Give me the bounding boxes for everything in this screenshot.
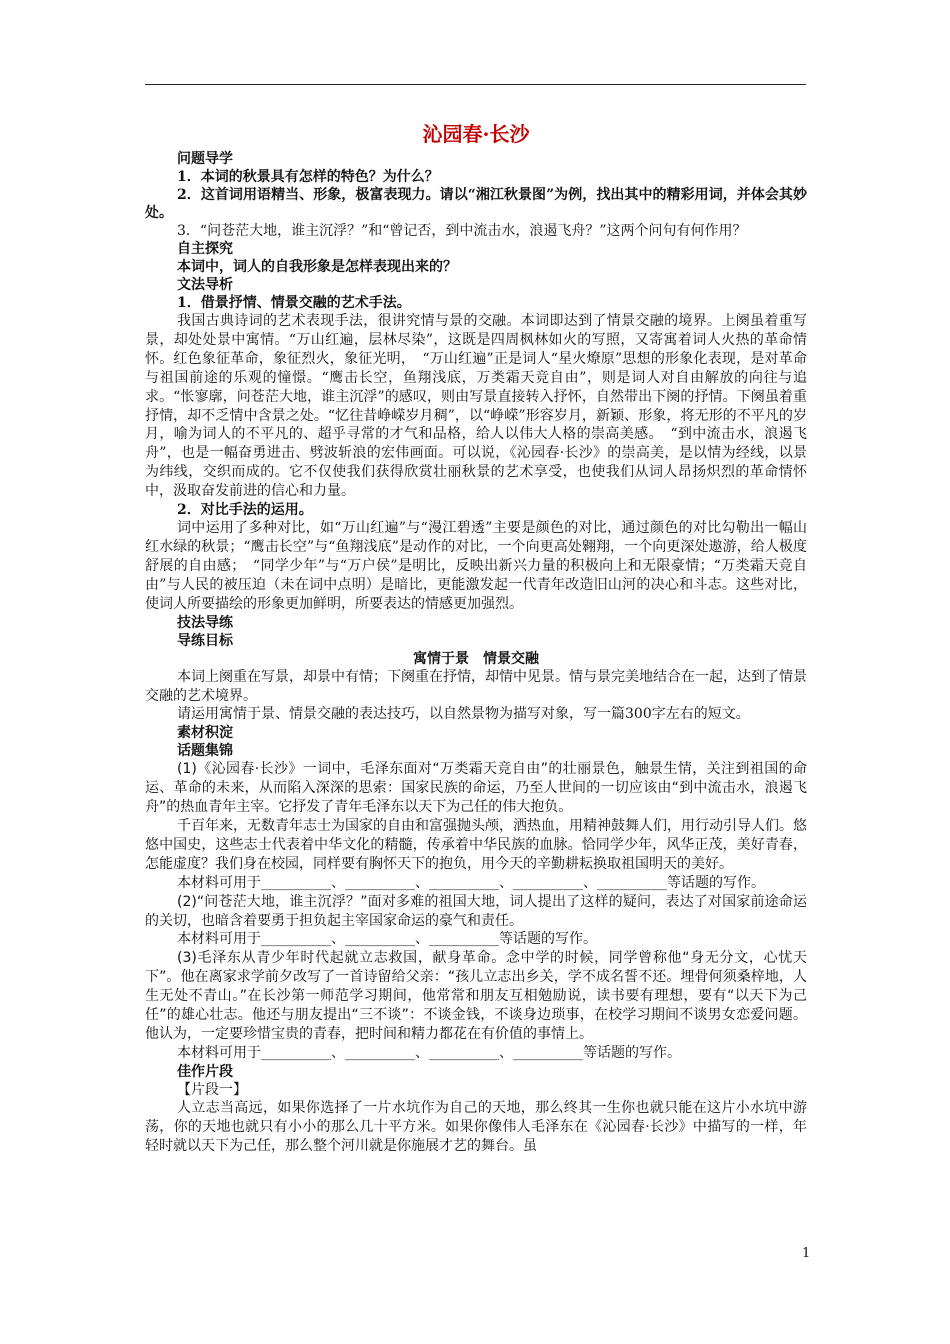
- topic-3-usage: 本材料可用于__________、__________、__________、__________等话题的写作。: [177, 1044, 681, 1061]
- section-heading-huati: 话题集锦: [177, 743, 233, 760]
- section-heading-sucai: 素材积淀: [177, 725, 233, 742]
- section-heading-zizhu: 自主探究: [177, 241, 233, 257]
- question-2: 2．这首词用语精当、形象，极富表现力。请以“湘江秋景图”为例，找出其中的精彩用词，并体会其妙处。: [145, 187, 807, 221]
- exercise-paragraph-1: 本词上阕重在写景，却景中有情；下阕重在抒情，却情中见景。情与景完美地结合在一起，达到了情景交融的艺术境界。: [145, 668, 807, 704]
- exercise-paragraph-2: 请运用寓情于景、情景交融的表达技巧，以自然景物为描写对象，写一篇300字左右的短文。: [177, 706, 750, 723]
- section-heading-jiazuo: 佳作片段: [177, 1063, 233, 1080]
- topic-1-paragraph-b: 千百年来，无数青年志士为国家的自由和富强抛头颅，洒热血，用精神鼓舞人们，用行动引导人们。悠悠中国史，这些志士代表着中华文化的精髓，传承着中华民族的血脉。恰同学少年，风华正茂，美好青春，怎能虚度？我们身在校园，同样要有胸怀天下的抱负，用今天的辛勤耕耘换取祖国明天的美好。: [145, 818, 807, 872]
- topic-1-usage: 本材料可用于__________、__________、__________、__________、__________等话题的写作。: [177, 874, 765, 891]
- page-number: 1: [802, 1246, 811, 1261]
- question-1: 1．本词的秋景具有怎样的特色？为什么？: [177, 169, 439, 185]
- section-heading-wenfa: 文法导析: [177, 277, 233, 293]
- topic-3-paragraph: (3)毛泽东从青少年时代起就立志救国，献身革命。念中学的时候，同学曾称他“身无分文，心忧天下”。他在离家求学前夕改写了一首诗留给父亲：“孩儿立志出乡关，学不成名誓不还。埋骨何须桑梓地，人生无处不青山。”在长沙第一师范学习期间，他常常和朋友互相勉励说，读书要有理想，要有“以天下为己任”的雄心壮志。他还与朋友提出“三不谈”：不谈金钱，不谈身边琐事，在校学习期间不谈男女恋爱问题。他认为，一定要珍惜宝贵的青春，把时间和精力都花在有价值的事情上。: [145, 950, 807, 1042]
- header-rule: [145, 84, 806, 85]
- wenfa-paragraph-1: 我国古典诗词的艺术表现手法，很讲究情与景的交融。本词即达到了情景交融的境界。上阕虽着重写景，却处处景中寓情。“万山红遍，层林尽染”，这既是四周枫林如火的写照，又寄寓着词人火热的革命情怀。红色象征革命，象征烈火，象征光明， “万山红遍”正是词人“星火燎原”思想的形象化表现，是对革命与祖国前途的乐观的憧憬。“鹰击长空，鱼翔浅底，万类霜天竞自由”，则是词人对自由解放的向往与追求。“怅寥廓，问苍茫大地，谁主沉浮”的感叹，则由写景直接转入抒怀，自然带出下阕的抒情。下阕虽着重抒情，却不乏情中含景之处。“忆往昔峥嵘岁月稠”，以“峥嵘”形容岁月，新颖、形象，将无形的不平凡的岁月，喻为词人的不平凡的、超乎寻常的才气和品格，给人以伟大人格的崇高美感。 “到中流击水，浪遏飞舟”，也是一幅奋勇进击、劈波斩浪的宏伟画面。可以说，《沁园春·长沙》的崇高美，是以情为经线，以景为纬线，交织而成的。它不仅使我们获得欣赏壮丽秋景的艺术享受，也使我们从词人昂扬炽烈的革命情怀中，汲取奋发前进的信心和力量。: [145, 313, 807, 500]
- wenfa-subtitle-1: 1．借景抒情、情景交融的艺术手法。: [177, 295, 411, 311]
- fragment-label: 【片段一】: [177, 1081, 247, 1098]
- page-title: 沁园春·长沙: [422, 122, 530, 146]
- section-heading-wenti: 问题导学: [177, 151, 233, 167]
- question-3: 3．“问苍茫大地，谁主沉浮？”和“曾记否，到中流击水，浪遏飞舟？”这两个问句有何作用？: [177, 223, 747, 239]
- zizhu-question: 本词中，词人的自我形象是怎样表现出来的？: [177, 259, 457, 275]
- section-heading-daolian: 导练目标: [177, 632, 233, 649]
- topic-1-paragraph-a: (1)《沁园春·长沙》一词中，毛泽东面对“万类霜天竞自由”的壮丽景色，触景生情，关注到祖国的命运、革命的未来，从而陷入深深的思索：国家民族的命运，乃至人世间的一切应该由“到中流击水，浪遏飞舟”的热血青年主宰。它抒发了青年毛泽东以天下为己任的伟大抱负。: [145, 761, 807, 816]
- topic-2-paragraph: (2)“问苍茫大地，谁主沉浮？”面对多难的祖国大地，词人提出了这样的疑问，表达了对国家前途命运的关切，也暗含着要勇于担负起主宰国家命运的豪气和责任。: [145, 893, 807, 929]
- section-heading-jifa: 技法导练: [177, 614, 233, 631]
- topic-2-usage: 本材料可用于__________、__________、__________等话题的写作。: [177, 931, 597, 948]
- wenfa-subtitle-2: 2．对比手法的运用。: [177, 502, 313, 519]
- exercise-title: 寓情于景 情景交融: [413, 650, 539, 667]
- document-body: [145, 120, 807, 1156]
- fragment-paragraph: 人立志当高远，如果你选择了一片水坑作为自己的天地，那么终其一生你也就只能在这片小水坑中游荡，你的天地也就只有小小的那么几十平方米。如果你像伟人毛泽东在《沁园春·长沙》中描写的一样，年轻时就以天下为己任，那么整个河川就是你施展才艺的舞台。虽: [145, 1099, 807, 1154]
- wenfa-paragraph-2: 词中运用了多种对比，如“万山红遍”与“漫江碧透”主要是颜色的对比，通过颜色的对比勾勒出一幅山红水绿的秋景；“鹰击长空”与“鱼翔浅底”是动作的对比，一个向更高处翱翔，一个向更深处遨游，给人极度舒展的自由感； “同学少年”与“万户侯”是明比，反映出新兴力量的积极向上和无限豪情；“万类霜天竞自由”与人民的被压迫（未在词中点明）是暗比，更能激发起一代青年改造旧山河的决心和斗志。这些对比，使词人所要描绘的形象更加鲜明，所要表达的情感更加强烈。: [145, 520, 807, 612]
